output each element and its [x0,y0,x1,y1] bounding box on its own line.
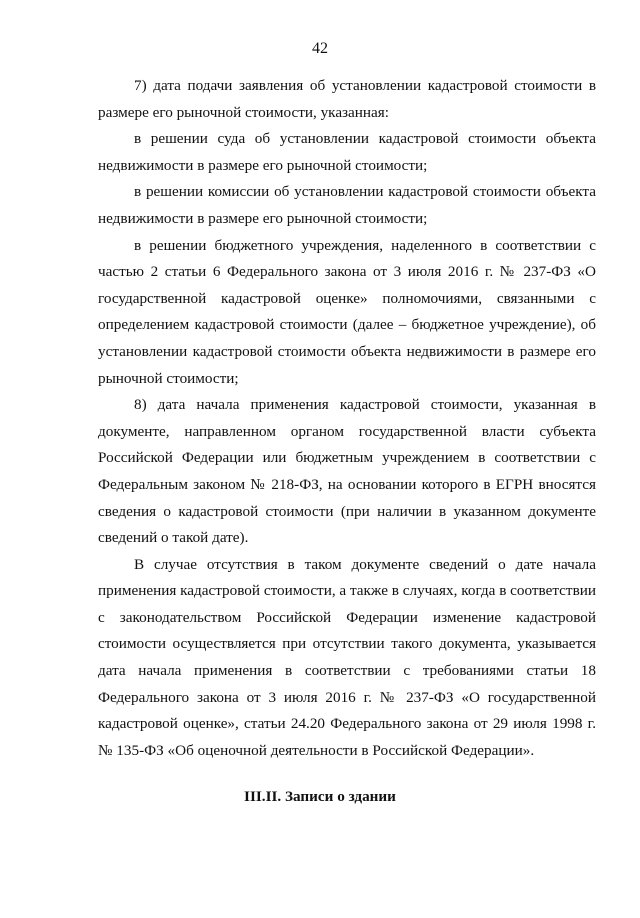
page-number: 42 [312,40,328,57]
paragraph-item-7: 7) дата подачи заявления об установлении кадастровой стоимости в размере его рыночной стоимости, указанная: [98,77,596,121]
document-body [98,73,596,764]
paragraph-court-decision: в решении суда об установлении кадастровой стоимости объекта недвижимости в размере его рыночной стоимости; [98,130,596,174]
paragraph-absence-of-date: В случае отсутствия в таком документе сведений о дате начала применения кадастровой стоимости, а также в случаях, когда в соответствии с законодательством Российской Федерации изменение кадастровой стоимости осуществляется при отсутствии такого документа, указывается дата начала применения в соответствии с требованиями статьи 18 Федерального закона от 3 июля 2016 г. № 237-ФЗ «О государственной кадастровой оценке», статьи 24.20 Федерального закона от 29 июля 1998 г. № 135-ФЗ «Об оценочной деятельности в Российской Федерации». [98,555,596,759]
paragraph-budget-institution-decision: в решении бюджетного учреждения, наделенного в соответствии с частью 2 статьи 6 Федерального закона от 3 июля 2016 г. № 237-ФЗ «О государственной кадастровой оценке» полномочиями, связанными с определением кадастровой стоимости (далее – бюджетное учреждение), об установлении кадастровой стоимости объекта недвижимости в размере его рыночной стоимости; [98,236,596,387]
section-heading: III.II. Записи о здании [244,788,396,805]
paragraph-commission-decision: в решении комиссии об установлении кадастровой стоимости объекта недвижимости в размере его рыночной стоимости; [98,183,596,227]
paragraph-item-8: 8) дата начала применения кадастровой стоимости, указанная в документе, направленном органом государственной власти субъекта Российской Федерации или бюджетным учреждением в соответствии с Федеральным законом № 218-ФЗ, на основании которого в ЕГРН вносятся сведения о кадастровой стоимости (при наличии в указанном документе сведений о такой дате). [98,396,596,547]
